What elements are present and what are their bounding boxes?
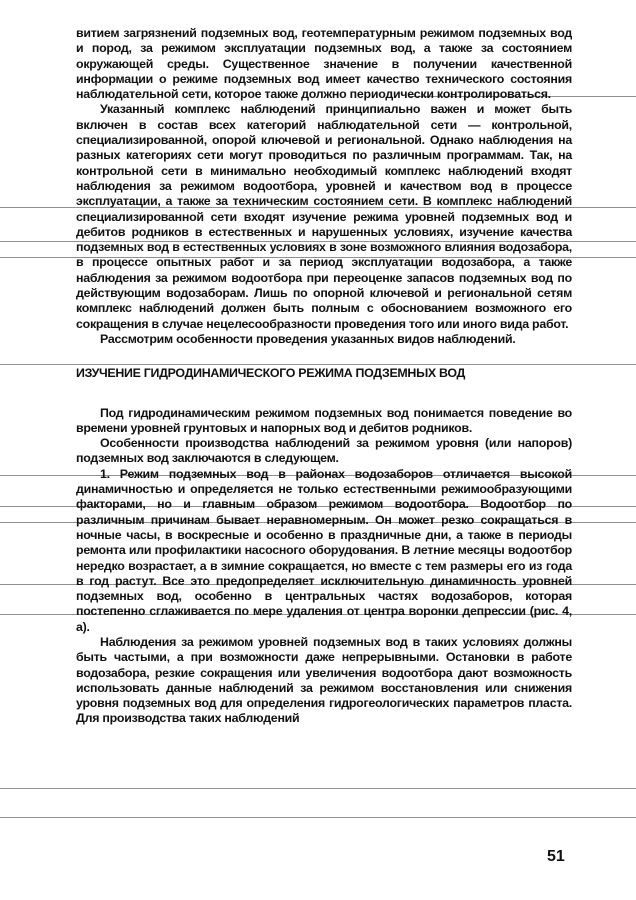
paragraph: Наблюдения за режимом уровней подземных вод в таких условиях должны быть частыми, а при возможности даже непрерывными. Остановки в работе водозабора, резкие сокращения или увеличения водоотбора дают возможность использовать данные наблюдений за режимом восстановления или снижения уровня подземных вод для определения гидрогеологических параметров пласта. Для производства таких наблюдений <box>76 634 572 726</box>
scan-line <box>0 817 636 818</box>
paragraph: Особенности производства наблюдений за режимом уровня (или напоров) подземных вод заключаются в следующем. <box>76 436 572 466</box>
paragraph: 1. Режим подземных вод в районах водозаборов отличается высокой динамичностью и определяется не только естественными режимообразующими факторами, но и главным образом режимом водоотбора. Водоотбор по различным причинам бывает неравномерным. Он может резко сокращаться в ночные часы, в воскресные и особенно в праздничные дни, а также в периоды ремонта или профилактики насосного оборудования. В летние месяцы водоотбор нередко возрастает, а в зимние сокращается, но вместе с тем размеры его из года в год растут. Все это предопределяет исключительную динамичность уровней подземных вод, особенно в центральных частях водозаборов, которая постепенно сглаживается по мере удаления от центра воронки депрессии (рис. 4, а). <box>76 466 572 634</box>
scan-line <box>0 788 636 789</box>
section-heading: ИЗУЧЕНИЕ ГИДРОДИНАМИЧЕСКОГО РЕЖИМА ПОДЗЕМНЫХ ВОД <box>76 366 466 381</box>
paragraph: Рассмотрим особенности проведения указанных видов наблюдений. <box>100 331 516 346</box>
paragraph: витием загрязнений подземных вод, геотемпературным режимом подземных вод и пород, за режимом эксплуатации подземных вод, а также за состоянием окружающей среды. Существенное значение в получении качественной информации о режиме подземных вод имеет качество технического состояния наблюдательной сети, которое также должно периодически контролироваться. <box>76 26 572 102</box>
paragraph: Под гидродинамическим режимом подземных вод понимается поведение во времени уровней грунтовых и напорных вод и дебитов родников. <box>76 405 572 435</box>
page-number: 51 <box>547 848 565 865</box>
body-text <box>76 26 572 727</box>
paragraph: Указанный комплекс наблюдений принципиально важен и может быть включен в состав всех категорий наблюдательной сети — контрольной, специализированной, опорой ключевой и региональной. Однако наблюдения на разных категориях сети могут проводиться по различным программам. Так, на контрольной сети в минимально необходимый комплекс наблюдений входят наблюдения за режимом водоотбора, уровней и качеством вод в процессе эксплуатации, а также за техническим состоянием сети. В комплекс наблюдений специализированной сети входят изучение режима уровней подземных вод и дебитов родников в естественных и нарушенных условиях, изучение качества подземных вод в естественных условиях в зоне возможного влияния водозабора, в процессе опытных работ и за период эксплуатации водозабора, а также наблюдения за режимом водоотбора при переоценке запасов подземных вод по действующим водозаборам. Лишь по опорной ключевой и региональной сетям комплекс наблюдений должен быть полным с обоснованием возможного его сокращения в случае нецелесообразности проведения того или иного вида работ. <box>76 102 572 331</box>
